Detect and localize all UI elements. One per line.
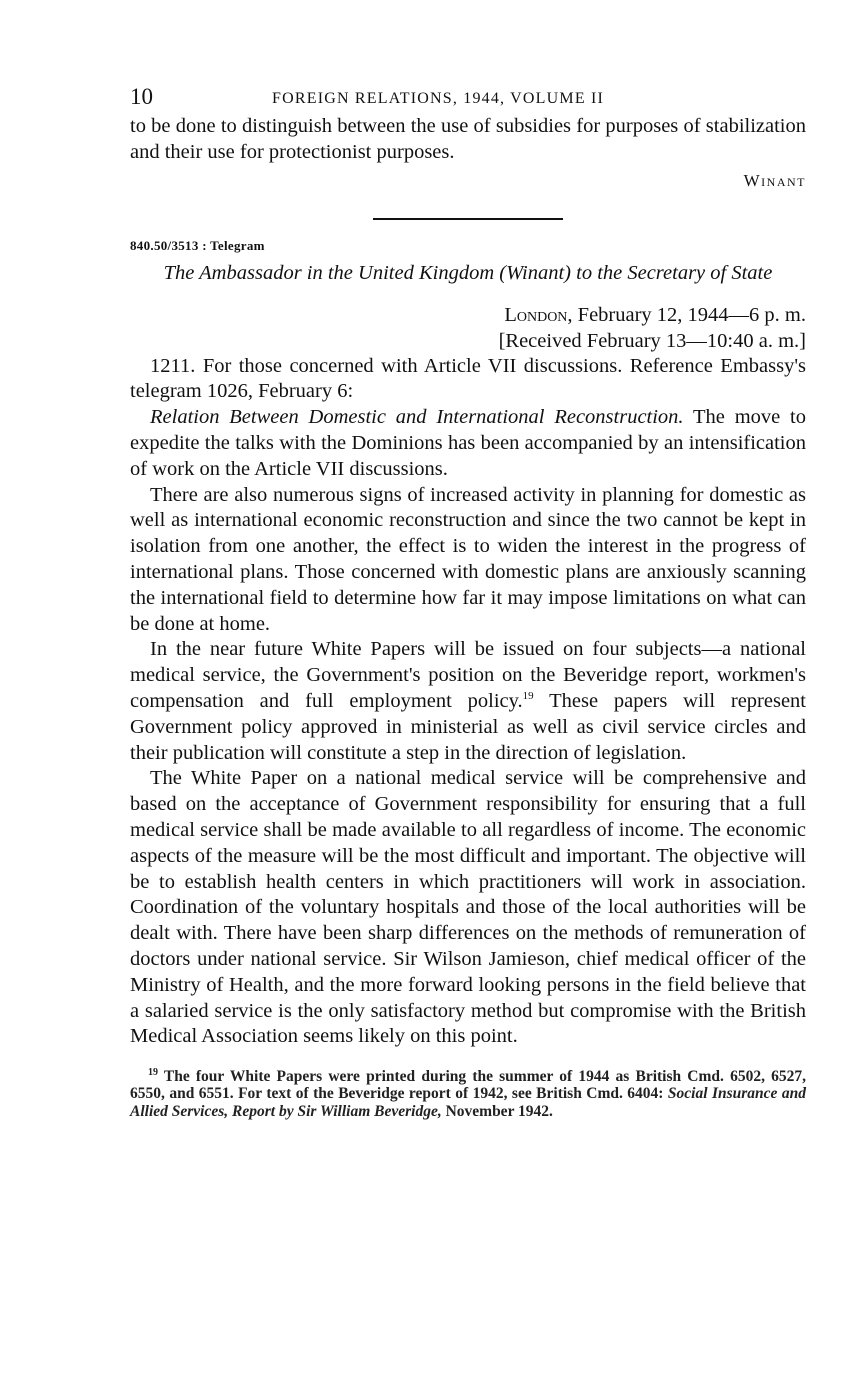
running-title: FOREIGN RELATIONS, 1944, VOLUME II (272, 90, 605, 107)
paragraph-4-text-b: These papers will represent Government policy approved in ministerial as well as civil service circles and their publication will constitute a step in the direction of legislation. (130, 689, 806, 764)
running-header (130, 84, 806, 114)
footnote (130, 1068, 806, 1120)
paragraph-2 (130, 405, 806, 482)
paragraph-4 (130, 637, 806, 766)
footnote-text-a: The four White Papers were printed during the summer of 1944 as British Cmd. 6502, 6527, 6550, and 6551. For text of the Beveridge report of 1942, see British Cmd. 6404: (130, 1068, 806, 1103)
paragraph-5: The White Paper on a national medical service will be comprehensive and based on the acceptance of Government responsibility for ensuring that a full medical service shall be made available to all regardless of income. The economic aspects of the measure will be the most difficult and important. The objective will be to establish health centers in which practitioners will work in association. Coordination of the voluntary hospitals and those of the local authorities will be dealt with. There have been sharp differences on the methods of remuneration of doctors under national service. Sir Wilson Jamieson, chief medical officer of the Ministry of Health, and the more forward looking persons in the field believe that a salaried service is the only satisfactory method but compromise with the British Medical Association seems likely on this point. (130, 767, 806, 1048)
received-line: [Received February 13—10:40 a. m.] (498, 329, 806, 352)
dateline (130, 302, 806, 328)
signature: Winant (743, 170, 806, 190)
document-page (130, 84, 806, 1135)
paragraph-3: There are also numerous signs of increased activity in planning for domestic as well as international economic reconstruction and since the two cannot be kept in isolation from one another, the effect is to widen the interest in the progress of international plans. Those concerned with domestic plans are anxiously scanning the international field to determine how far it may impose limitations on what can be done at home. (130, 483, 806, 635)
paragraph-1: 1211. For those concerned with Article VII discussions. Reference Embassy's telegram 1026, February 6: (130, 354, 806, 403)
footnote-title: Social Insurance and Allied Services, Report by Sir William Beveridge, (130, 1085, 806, 1120)
paragraph-2-text: The move to expedite the talks with the Dominions has been accompanied by an intensification of work on the Article VII discussions. (130, 406, 806, 480)
dateline-date: February 12, 1944—6 p. m. (572, 303, 806, 326)
continued-paragraph: to be done to distinguish between the use of subsidies for purposes of stabilization and their use for protectionist purposes. (130, 115, 806, 163)
file-reference: 840.50/3513 : Telegram (130, 237, 265, 253)
page-number: 10 (130, 84, 153, 109)
document-heading: The Ambassador in the United Kingdom (Winant) to the Secretary of State (163, 261, 773, 284)
section-divider (373, 218, 563, 220)
footnote-text-b: November 1942. (441, 1102, 553, 1120)
paragraph-4-text-a: In the near future White Papers will be issued on four subjects—a national medical service, the Government's position on the Beveridge report, workmen's compensation and full employment policy. (130, 638, 806, 712)
footnote-marker: 19 (148, 1067, 158, 1079)
dateline-place: London, (504, 303, 573, 326)
section-title: Relation Between Domestic and International Reconstruction. (150, 406, 684, 429)
footnote-reference[interactable]: 19 (522, 689, 534, 702)
